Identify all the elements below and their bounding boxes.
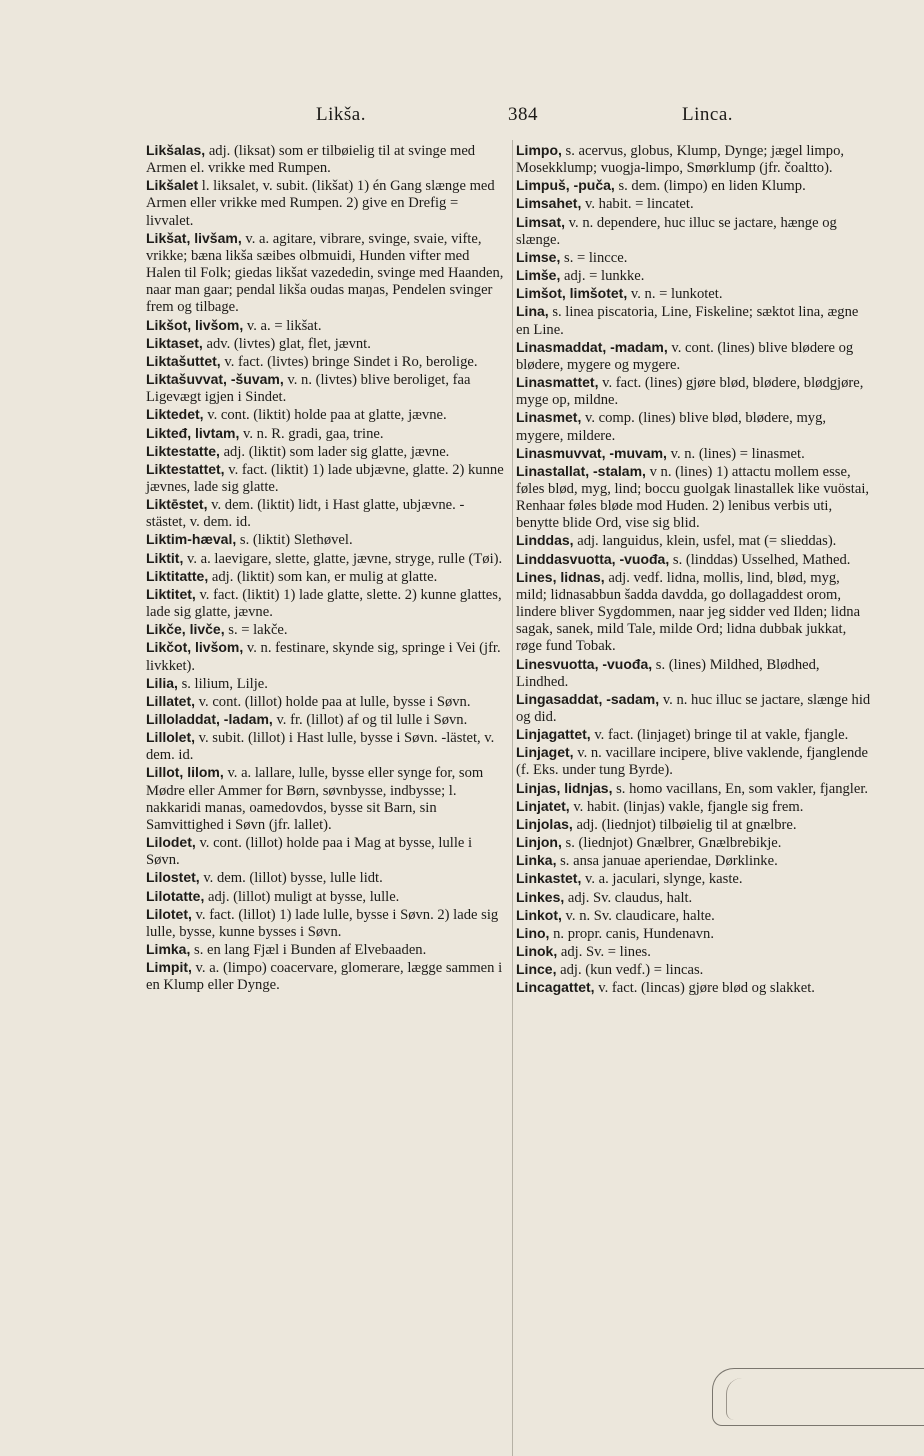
entry-headword: Lilodet,	[146, 834, 196, 851]
entry-definition: v. fact. (lincas) gjøre blød og slakket.	[598, 980, 815, 997]
dictionary-entry	[516, 925, 874, 943]
entry-headword: Limse,	[516, 248, 561, 265]
entry-definition: s. dem. (limpo) en liden Klump.	[618, 178, 806, 195]
entry-headword: Linasmet,	[516, 409, 582, 426]
dictionary-entry	[516, 798, 874, 816]
entry-definition: s. homo vacillans, En, som vakler, fjangler.	[616, 780, 869, 797]
entry-headword: Likšat, livšam,	[146, 229, 242, 246]
dictionary-entry	[146, 461, 504, 496]
dictionary-entry	[516, 979, 874, 997]
dictionary-entry	[516, 907, 874, 925]
entry-definition: v. cont. (lillot) holde paa at lulle, bysse i Søvn.	[198, 693, 471, 710]
entry-definition: v. comp. (lines) blive blød, blødere, myg, mygere, mildere.	[516, 410, 827, 444]
entry-headword: Liktitet,	[146, 585, 196, 602]
entry-headword: Limšot, limšotet,	[516, 285, 628, 302]
dictionary-entry	[516, 463, 874, 533]
entry-headword: Limše,	[516, 267, 561, 284]
entry-headword: Lino,	[516, 924, 550, 941]
entry-definition: adj. vedf. lidna, mollis, lind, blød, myg, mild; lidnasabbun šadda davdda, go dollagaddest orom, lindere bliver Sygdommen, naar jeg sidder ved Ilden; lidna sagak, sanek, mild Tale, milde Ord; lidna dubbak jukkat, røge fund Tobak.	[516, 569, 861, 655]
entry-definition: adj. (liktit) som lader sig glatte, jævne.	[223, 443, 450, 460]
entry-headword: Linastallat, -stalam,	[516, 462, 646, 479]
dictionary-entry	[146, 621, 504, 639]
entry-headword: Lillolet,	[146, 729, 195, 746]
entry-headword: Linka,	[516, 852, 557, 869]
entry-definition: v. fact. (liktit) 1) lade glatte, slette. 2) kunne glattes, lade sig glatte, jævne.	[146, 586, 502, 621]
entry-headword: Lilia,	[146, 674, 178, 691]
dictionary-entry	[146, 711, 504, 729]
entry-definition: v. fact. (lines) gjøre blød, blødere, blødgjøre, myge op, mildne.	[516, 375, 864, 409]
page-number: 384	[508, 104, 538, 125]
dictionary-entry	[146, 906, 504, 941]
entry-definition: v. fact. (linjaget) bringe til at vakle, fjangle.	[594, 727, 849, 744]
dictionary-entry	[146, 550, 504, 568]
dictionary-entry	[146, 568, 504, 586]
entry-definition: s. lilium, Lilje.	[181, 675, 268, 692]
entry-headword: Linesvuotta, -vuođa,	[516, 655, 653, 672]
entry-headword: Limsat,	[516, 213, 566, 230]
dictionary-entry	[146, 496, 504, 531]
left-column	[146, 142, 504, 995]
entry-definition: v. subit. (lillot) i Hast lulle, bysse i Søvn. -lästet, v. dem. id.	[146, 730, 495, 764]
entry-definition: v. n. vacillare incipere, blive vaklende, fjanglende (f. Eks. under tung Byrde).	[516, 745, 869, 779]
entry-headword: Limpo,	[516, 142, 562, 158]
dictionary-entry	[146, 371, 504, 406]
entry-definition: v. a. = likšat.	[246, 317, 322, 334]
dictionary-entry	[146, 675, 504, 693]
entry-headword: Linok,	[516, 943, 558, 960]
dictionary-entry	[146, 335, 504, 353]
entry-headword: Linkastet,	[516, 870, 582, 887]
entry-definition: v. a. lallare, lulle, bysse eller synge for, som Mødre eller Ammer for Børn, søvnbysse, indbysse; l. nakkaridi manas, oamedovdos, bysse sit Barn, sin Samvittighed i Søvn (jfr. lallet).	[146, 765, 484, 833]
dictionary-entry	[516, 656, 874, 691]
dictionary-entry	[516, 374, 874, 409]
dictionary-entry	[146, 317, 504, 335]
entry-definition: adj. languidus, klein, usfel, mat (= slieddas).	[577, 533, 837, 550]
entry-definition: l. liksalet, v. subit. (likšat) 1) én Gang slænge med Armen eller vrikke med Rumpen. 2) give en Drefig = livvalet.	[146, 178, 495, 229]
entry-headword: Lincagattet,	[516, 979, 595, 996]
entry-headword: Liktestatte,	[146, 442, 220, 459]
dictionary-entry	[146, 353, 504, 371]
entry-definition: adj. (liktit) som kan, er mulig at glatte.	[211, 568, 438, 585]
dictionary-entry	[516, 889, 874, 907]
dictionary-entry	[516, 195, 874, 213]
entry-headword: Linjolas,	[516, 815, 573, 832]
entry-definition: s. (linddas) Usselhed, Mathed.	[672, 551, 851, 568]
entry-definition: v n. (lines) 1) attactu mollem esse, føles blød, myg, lind; boccu guolgak linastallek like vuöstai, Renhaar føles bløde mod Huden. 2) lenibus verbis uti, benytte blide Ord, vise sig blid.	[516, 463, 870, 532]
dictionary-entry	[516, 303, 874, 338]
entry-headword: Likšot, livšom,	[146, 316, 244, 333]
dictionary-entry	[516, 285, 874, 303]
entry-headword: Limsahet,	[516, 195, 582, 212]
entry-definition: v. dem. (liktit) lidt, i Hast glatte, ubjævne. -stästet, v. dem. id.	[146, 497, 465, 531]
entry-headword: Likšalet	[146, 177, 199, 194]
entry-headword: Linjatet,	[516, 797, 570, 814]
entry-definition: v. cont. (lines) blive blødere og blødere, mygere og mygere.	[516, 339, 854, 373]
column-divider	[512, 140, 513, 1456]
entry-headword: Linjon,	[516, 834, 562, 851]
entry-definition: s. linea piscatoria, Line, Fiskeline; sæktot lina, ægne en Line.	[516, 304, 859, 338]
dictionary-entry	[516, 177, 874, 195]
entry-headword: Linkes,	[516, 888, 565, 905]
entry-headword: Liktim-hæval,	[146, 531, 237, 548]
dictionary-entry	[516, 339, 874, 374]
entry-definition: v. a. agitare, vibrare, svinge, svaie, vifte, vrikke; bæna likša sæibes olbmuidi, Hunden vifter med Halen til Folk; giedas likšat vazededin, svinge med Haanden, naar man gaar; pendal likša oudas maŋas, Pendelen svinger frem og tilbage.	[146, 230, 504, 316]
entry-definition: n. propr. canis, Hundenavn.	[553, 925, 714, 942]
entry-definition: adj. Sv. claudus, halt.	[567, 889, 693, 906]
dictionary-entry	[146, 443, 504, 461]
entry-definition: adv. (livtes) glat, flet, jævnt.	[206, 335, 371, 352]
dictionary-entry	[146, 941, 504, 959]
dictionary-entry	[516, 961, 874, 979]
entry-definition: s. ansa januae aperiendae, Dørklinke.	[560, 853, 778, 870]
entry-headword: Likče, livče,	[146, 621, 225, 638]
entry-headword: Linjas, lidnjas,	[516, 779, 613, 796]
running-head-left: Likša.	[316, 104, 366, 125]
entry-headword: Lince,	[516, 961, 557, 978]
entry-definition: v. cont. (lillot) holde paa i Mag at bysse, lulle i Søvn.	[146, 835, 473, 869]
dictionary-entry	[146, 764, 504, 834]
entry-headword: Lillatet,	[146, 692, 196, 709]
dictionary-entry	[516, 834, 874, 852]
entry-headword: Liktit,	[146, 549, 184, 566]
dictionary-entry	[146, 959, 504, 994]
entry-headword: Lingasaddat, -sadam,	[516, 690, 660, 707]
entry-headword: Limpit,	[146, 959, 192, 976]
dictionary-entry	[146, 142, 504, 177]
dictionary-entry	[516, 726, 874, 744]
entry-headword: Liktestattet,	[146, 460, 225, 477]
dictionary-entry	[146, 888, 504, 906]
dictionary-entry	[516, 249, 874, 267]
page-edge-bracket-inner	[726, 1378, 924, 1420]
entry-definition: v. n. R. gradi, gaa, trine.	[243, 425, 384, 442]
dictionary-entry	[146, 531, 504, 549]
entry-headword: Likčot, livšom,	[146, 639, 244, 656]
entry-headword: Liktaset,	[146, 334, 203, 351]
entry-definition: v. cont. (liktit) holde paa at glatte, jævne.	[207, 407, 447, 424]
dictionary-entry	[146, 425, 504, 443]
entry-headword: Likšalas,	[146, 142, 206, 158]
entry-definition: v. fact. (lillot) 1) lade lulle, bysse i Søvn. 2) lade sig lulle, bysse, kunne bysses i Søvn.	[146, 906, 499, 940]
entry-headword: Lilloladdat, -ladam,	[146, 711, 273, 727]
entry-definition: v. n. = lunkotet.	[630, 286, 723, 303]
entry-definition: s. acervus, globus, Klump, Dynge; jægel limpo, Mosekklump; vuogja-limpo, Smørklump (jfr. čoaltto).	[516, 143, 845, 177]
entry-headword: Linjagattet,	[516, 726, 591, 743]
entry-definition: s. (lines) Mildhed, Blødhed, Lindhed.	[516, 656, 820, 690]
entry-headword: Liktitatte,	[146, 567, 209, 584]
entry-definition: v. n. festinare, skynde sig, springe i Vei (jfr. livkket).	[146, 640, 501, 674]
entry-headword: Linddasvuotta, -vuođa,	[516, 550, 670, 567]
entry-definition: v. dem. (lillot) bysse, lulle lidt.	[203, 870, 383, 887]
entry-headword: Linasmaddat, -madam,	[516, 338, 668, 355]
entry-headword: Lillot, lilom,	[146, 764, 224, 781]
dictionary-entry	[146, 177, 504, 229]
dictionary-entry	[146, 869, 504, 887]
entry-definition: v. n. (livtes) blive beroliget, faa Ligevægt igjen i Sindet.	[146, 372, 471, 406]
dictionary-entry	[516, 551, 874, 569]
entry-definition: s. (liednjot) Gnælbrer, Gnælbrebikje.	[565, 835, 782, 852]
dictionary-entry	[146, 834, 504, 869]
dictionary-entry	[146, 230, 504, 317]
dictionary-entry	[516, 852, 874, 870]
dictionary-entry	[516, 870, 874, 888]
entry-headword: Linkot,	[516, 906, 562, 923]
dictionary-entry	[516, 214, 874, 249]
entry-headword: Lines, lidnas,	[516, 568, 605, 585]
dictionary-entry	[516, 267, 874, 285]
dictionary-entry	[516, 532, 874, 550]
entry-definition: v. n. huc illuc se jactare, slænge hid og did.	[516, 691, 871, 725]
entry-headword: Lilostet,	[146, 869, 200, 886]
entry-definition: s. en lang Fjæl i Bunden af Elvebaaden.	[194, 942, 427, 959]
entry-headword: Likteđ, livtam,	[146, 424, 240, 441]
entry-definition: v. a. (limpo) coacervare, glomerare, lægge sammen i en Klump eller Dynge.	[146, 960, 503, 994]
running-head-right: Linca.	[682, 104, 734, 125]
entry-definition: adj. (kun vedf.) = lincas.	[560, 962, 704, 979]
entry-headword: Linasmuvvat, -muvam,	[516, 444, 667, 461]
entry-definition: v. fact. (livtes) bringe Sindet i Ro, berolige.	[224, 353, 478, 370]
dictionary-entry	[146, 639, 504, 674]
dictionary-entry	[516, 943, 874, 961]
dictionary-entry	[516, 409, 874, 444]
entry-definition: v. habit. = lincatet.	[585, 196, 694, 213]
entry-headword: Linasmattet,	[516, 374, 599, 391]
entry-definition: adj. (liksat) som er tilbøielig til at svinge med Armen el. vrikke med Rumpen.	[146, 143, 476, 177]
entry-headword: Liktedet,	[146, 406, 204, 423]
entry-definition: v. a. laevigare, slette, glatte, jævne, stryge, rulle (Tøi).	[187, 550, 503, 567]
entry-definition: s. = lakče.	[228, 622, 288, 639]
entry-definition: adj. (lillot) muligt at bysse, lulle.	[208, 888, 400, 905]
entry-headword: Lilotatte,	[146, 887, 205, 904]
entry-definition: v. n. (lines) = linasmet.	[670, 445, 805, 462]
entry-definition: adj. Sv. = lines.	[560, 944, 651, 961]
right-column	[516, 142, 874, 998]
dictionary-entry	[516, 780, 874, 798]
entry-headword: Linjaget,	[516, 744, 574, 761]
dictionary-entry	[516, 744, 874, 779]
entry-definition: v. n. Sv. claudicare, halte.	[565, 907, 715, 924]
entry-headword: Lilotet,	[146, 905, 192, 922]
entry-headword: Limpuš, -puča,	[516, 177, 615, 194]
entry-headword: Liktēstet,	[146, 496, 208, 513]
dictionary-entry	[516, 691, 874, 726]
entry-headword: Limka,	[146, 941, 191, 958]
dictionary-entry	[146, 586, 504, 621]
entry-definition: v. n. dependere, huc illuc se jactare, hænge og slænge.	[516, 214, 837, 248]
entry-definition: v. fr. (lillot) af og til lulle i Søvn.	[276, 712, 468, 728]
entry-definition: v. fact. (liktit) 1) lade ubjævne, glatte. 2) kunne jævnes, lade sig glatte.	[146, 461, 504, 495]
entry-headword: Liktašuvvat, -šuvam,	[146, 371, 284, 388]
entry-headword: Linddas,	[516, 532, 574, 549]
entry-definition: s. = lincce.	[564, 249, 628, 266]
entry-headword: Liktašuttet,	[146, 352, 221, 369]
entry-definition: s. (liktit) Slethøvel.	[239, 532, 353, 549]
dictionary-entry	[516, 816, 874, 834]
entry-headword: Lina,	[516, 303, 549, 320]
entry-definition: v. habit. (linjas) vakle, fjangle sig frem.	[573, 798, 804, 815]
dictionary-entry	[146, 693, 504, 711]
dictionary-entry	[516, 569, 874, 656]
entry-definition: adj. (liednjot) tilbøielig til at gnælbre.	[576, 816, 797, 833]
dictionary-entry	[516, 142, 874, 177]
entry-definition: v. a. jaculari, slynge, kaste.	[585, 871, 743, 888]
entry-definition: adj. = lunkke.	[564, 268, 645, 285]
dictionary-entry	[516, 445, 874, 463]
dictionary-entry	[146, 406, 504, 424]
dictionary-entry	[146, 729, 504, 764]
